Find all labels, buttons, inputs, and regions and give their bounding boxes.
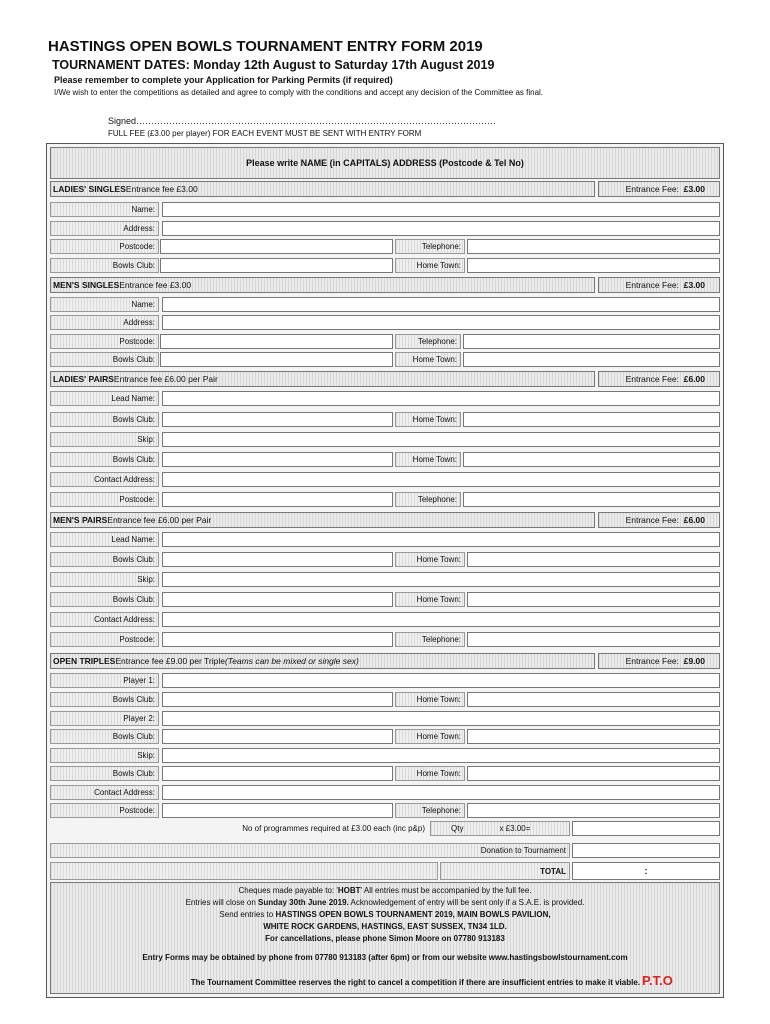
ladies-pairs-lead-name-field[interactable] (162, 391, 720, 406)
ladies-pairs-skip-home-town-field[interactable] (463, 452, 720, 467)
postcode-label: Postcode: (50, 803, 159, 818)
cheques-pre: Cheques made payable to: ' (238, 886, 338, 895)
closing-post: Acknowledgement of entry will be sent only if a S.A.E. is provided. (348, 898, 585, 907)
parking-note: Please remember to complete your Application for Parking Permits (if required) (54, 75, 393, 85)
address-line: WHITE ROCK GARDENS, HASTINGS, EAST SUSSEX, TN34 1LD. (263, 922, 507, 931)
triples-telephone-field[interactable] (467, 803, 720, 818)
triples-skip-bowls-club-field[interactable] (162, 766, 393, 781)
fee-label: Entrance Fee: (625, 656, 679, 666)
cancellation-line: For cancellations, please phone Simon Moore on 07780 913183 (265, 934, 505, 943)
telephone-label: Telephone: (395, 334, 461, 349)
bowls-club-label: Bowls Club: (50, 692, 159, 707)
programmes-label: No of programmes required at £3.00 each (inc p&p) (242, 824, 425, 833)
fee-mens-singles (598, 277, 720, 293)
bowls-club-label: Bowls Club: (50, 552, 159, 567)
fee-label: Entrance Fee: (625, 280, 679, 290)
section-title: LADIES' SINGLES (53, 184, 126, 194)
form-title: HASTINGS OPEN BOWLS TOURNAMENT ENTRY FORM 2019 (48, 38, 483, 55)
home-town-label: Home Town: (395, 412, 461, 427)
ladies-pairs-skip-field[interactable] (162, 432, 720, 447)
section-open-triples (50, 653, 595, 669)
section-desc: Entrance fee £3.00 (125, 184, 198, 194)
agreement-text: I/We wish to enter the competitions as detailed and agree to comply with the conditions and accept any decision of the Committee as final. (54, 88, 544, 97)
ladies-singles-home-town-field[interactable] (467, 258, 720, 273)
telephone-label: Telephone: (395, 492, 461, 507)
fee-label: Entrance Fee: (625, 374, 679, 384)
instruction-header: Please write NAME (in CAPITALS) ADDRESS (Postcode & Tel No) (50, 147, 720, 179)
ladies-pairs-lead-home-town-field[interactable] (463, 412, 720, 427)
skip-label: Skip: (50, 572, 159, 587)
fee-amount: £6.00 (683, 515, 705, 525)
postcode-label: Postcode: (50, 632, 159, 647)
donation-label: Donation to Tournament (50, 843, 570, 858)
home-town-label: Home Town: (395, 352, 461, 367)
mens-singles-address-field[interactable] (162, 315, 720, 330)
name-label: Name: (50, 202, 159, 217)
ladies-singles-telephone-field[interactable] (467, 239, 720, 254)
mens-singles-bowls-club-field[interactable] (160, 352, 393, 367)
bowls-club-label: Bowls Club: (50, 766, 159, 781)
home-town-label: Home Town: (395, 766, 465, 781)
fee-amount: £3.00 (683, 280, 705, 290)
ladies-singles-name-field[interactable] (162, 202, 720, 217)
section-title: LADIES' PAIRS (53, 374, 114, 384)
cheques-line (50, 886, 720, 895)
bowls-club-label: Bowls Club: (50, 258, 159, 273)
contact-address-label: Contact Address: (50, 472, 159, 487)
mens-pairs-telephone-field[interactable] (467, 632, 720, 647)
ladies-singles-bowls-club-field[interactable] (160, 258, 393, 273)
mens-pairs-lead-home-town-field[interactable] (467, 552, 720, 567)
section-ladies-pairs (50, 371, 595, 387)
ladies-pairs-skip-bowls-club-field[interactable] (162, 452, 393, 467)
ladies-pairs-telephone-field[interactable] (463, 492, 720, 507)
lead-name-label: Lead Name: (50, 532, 159, 547)
closing-date: Sunday 30th June 2019. (258, 898, 349, 907)
mens-singles-telephone-field[interactable] (463, 334, 720, 349)
ladies-singles-address-field[interactable] (162, 221, 720, 236)
mens-pairs-skip-field[interactable] (162, 572, 720, 587)
cheques-payee: HOBT (337, 886, 361, 895)
triples-player1-bowls-club-field[interactable] (162, 692, 393, 707)
triples-player1-field[interactable] (162, 673, 720, 688)
skip-label: Skip: (50, 432, 159, 447)
programmes-amount-field[interactable] (572, 821, 720, 836)
fee-mens-pairs (598, 512, 720, 528)
home-town-label: Home Town: (395, 729, 465, 744)
telephone-label: Telephone: (395, 239, 465, 254)
fee-ladies-singles (598, 181, 720, 197)
triples-player2-field[interactable] (162, 711, 720, 726)
contact-address-label: Contact Address: (50, 785, 159, 800)
total-amount-field[interactable]: : (572, 862, 720, 880)
player2-label: Player 2: (50, 711, 159, 726)
cheques-post: ' All entries must be accompanied by the full fee. (360, 886, 532, 895)
bowls-club-label: Bowls Club: (50, 412, 159, 427)
triples-skip-field[interactable] (162, 748, 720, 763)
bowls-club-label: Bowls Club: (50, 452, 159, 467)
signature-line[interactable]: Signed………………………………………………………………………………………………………… (108, 116, 497, 126)
telephone-label: Telephone: (395, 803, 465, 818)
section-title: MEN'S PAIRS (53, 515, 108, 525)
postcode-label: Postcode: (50, 492, 159, 507)
rights-line: The Tournament Committee reserves the right to cancel a competition if there are insufficient entries to make it viable. (190, 978, 640, 987)
mens-singles-name-field[interactable] (162, 297, 720, 312)
triples-contact-address-field[interactable] (162, 785, 720, 800)
section-title: MEN'S SINGLES (53, 280, 120, 290)
ladies-pairs-lead-bowls-club-field[interactable] (162, 412, 393, 427)
obtain-forms-line: Entry Forms may be obtained by phone from 07780 913183 (after 6pm) or from our website www.hastingsbowlstournament.com (142, 953, 628, 962)
postcode-label: Postcode: (50, 239, 159, 254)
section-note: (Teams can be mixed or single sex) (224, 656, 359, 666)
section-mens-singles (50, 277, 595, 293)
section-desc: Entrance fee £3.00 (119, 280, 192, 290)
triples-player2-home-town-field[interactable] (467, 729, 720, 744)
ladies-pairs-postcode-field[interactable] (162, 492, 393, 507)
section-desc: Entrance fee £9.00 per Triple (115, 656, 225, 666)
total-spacer (50, 862, 438, 880)
closing-line (50, 898, 720, 907)
section-desc: Entrance fee £6.00 per Pair (107, 515, 212, 525)
section-ladies-singles (50, 181, 595, 197)
qty-label: Qty (451, 824, 464, 833)
fee-open-triples (598, 653, 720, 669)
mens-pairs-lead-name-field[interactable] (162, 532, 720, 547)
bowls-club-label: Bowls Club: (50, 729, 159, 744)
fee-amount: £9.00 (683, 656, 705, 666)
section-desc: Entrance fee £6.00 per Pair (113, 374, 218, 384)
send-pre: Send entries to (219, 910, 276, 919)
total-label: TOTAL (440, 862, 570, 880)
mens-pairs-skip-home-town-field[interactable] (467, 592, 720, 607)
telephone-label: Telephone: (395, 632, 465, 647)
fee-label: Entrance Fee: (625, 515, 679, 525)
closing-pre: Entries will close on (185, 898, 259, 907)
bowls-club-label: Bowls Club: (50, 592, 159, 607)
mens-pairs-lead-bowls-club-field[interactable] (162, 552, 393, 567)
home-town-label: Home Town: (395, 592, 465, 607)
lead-name-label: Lead Name: (50, 391, 159, 406)
triples-player1-home-town-field[interactable] (467, 692, 720, 707)
send-line (50, 910, 720, 919)
triples-postcode-field[interactable] (162, 803, 393, 818)
fee-label: Entrance Fee: (625, 184, 679, 194)
mens-pairs-skip-bowls-club-field[interactable] (162, 592, 393, 607)
triples-skip-home-town-field[interactable] (467, 766, 720, 781)
address-label: Address: (50, 315, 159, 330)
contact-address-label: Contact Address: (50, 612, 159, 627)
full-fee-note: FULL FEE (£3.00 per player) FOR EACH EVENT MUST BE SENT WITH ENTRY FORM (108, 129, 422, 138)
home-town-label: Home Town: (395, 258, 465, 273)
fee-amount: £6.00 (683, 374, 705, 384)
triples-player2-bowls-club-field[interactable] (162, 729, 393, 744)
section-mens-pairs (50, 512, 595, 528)
send-address: HASTINGS OPEN BOWLS TOURNAMENT 2019, MAIN BOWLS PAVILION, (275, 910, 551, 919)
fee-ladies-pairs (598, 371, 720, 387)
fee-amount: £3.00 (683, 184, 705, 194)
pto-mark: P.T.O (642, 973, 673, 988)
mens-singles-postcode-field[interactable] (160, 334, 393, 349)
ladies-pairs-contact-address-field[interactable] (162, 472, 720, 487)
bowls-club-label: Bowls Club: (50, 352, 159, 367)
price-label: x £3.00= (499, 824, 531, 833)
mens-pairs-postcode-field[interactable] (162, 632, 393, 647)
home-town-label: Home Town: (395, 692, 465, 707)
mens-pairs-contact-address-field[interactable] (162, 612, 720, 627)
donation-amount-field[interactable] (572, 843, 720, 858)
address-label: Address: (50, 221, 159, 236)
section-title: OPEN TRIPLES (53, 656, 116, 666)
tournament-dates: TOURNAMENT DATES: Monday 12th August to Saturday 17th August 2019 (52, 58, 495, 72)
home-town-label: Home Town: (395, 452, 461, 467)
qty-cell (430, 821, 570, 836)
name-label: Name: (50, 297, 159, 312)
player1-label: Player 1: (50, 673, 159, 688)
postcode-label: Postcode: (50, 334, 159, 349)
ladies-singles-postcode-field[interactable] (160, 239, 393, 254)
mens-singles-home-town-field[interactable] (463, 352, 720, 367)
home-town-label: Home Town: (395, 552, 465, 567)
skip-label: Skip: (50, 748, 159, 763)
